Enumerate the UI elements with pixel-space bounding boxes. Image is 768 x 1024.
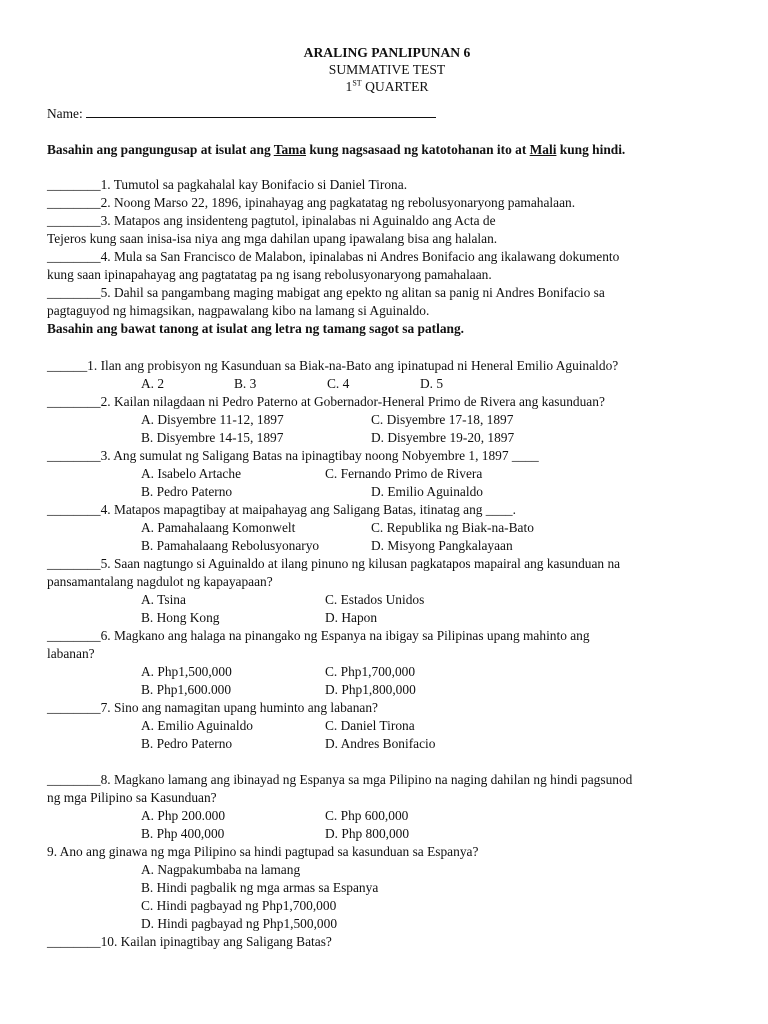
test-title: ARALING PANLIPUNAN 6: [303, 45, 471, 60]
question-text-cont: labanan?: [47, 646, 95, 661]
choice-c: C. 4: [327, 376, 350, 391]
quarter-word: QUARTER: [365, 79, 429, 94]
question-text: 9. Ano ang ginawa ng mga Pilipino sa hindi pagtupad sa kasunduan sa Espanya?: [47, 844, 479, 859]
choice-b: B. Pamahalaang Rebolusyonaryo: [141, 538, 320, 553]
name-row: [47, 104, 727, 123]
choices-row: [47, 411, 727, 429]
question-2: [47, 393, 727, 447]
choice-a: A. Php 200.000: [141, 808, 226, 823]
question-text: ________7. Sino ang namagitan upang huminto ang labanan?: [47, 700, 378, 715]
tf-item-5-cont: pagtaguyod ng himagsikan, nagpawalang kibo na lamang si Aguinaldo.: [47, 303, 430, 318]
choices-row: [47, 681, 727, 699]
question-text: ________8. Magkano lamang ang ibinayad ng Espanya sa mga Pilipino na naging dahilan ng hindi pagsunod: [47, 772, 633, 787]
choice-c: C. Fernando Primo de Rivera: [325, 466, 483, 481]
choice-d: D. Andres Bonifacio: [325, 736, 436, 751]
tama-word: Tama: [273, 142, 307, 157]
name-field[interactable]: [86, 104, 436, 118]
question-text: ________6. Magkano ang halaga na pinangako ng Espanya na ibigay sa Pilipinas upang mahinto ang: [47, 628, 590, 643]
choice-b: B. Php1,600.000: [141, 682, 232, 697]
choice-b: B. Hindi pagbalik ng mga armas sa Espanya: [141, 880, 379, 895]
part2-instruction: Basahin ang bawat tanong at isulat ang letra ng tamang sagot sa patlang.: [47, 321, 465, 336]
question-6: [47, 627, 727, 699]
choice-d: D. Php1,800,000: [325, 682, 416, 697]
choice-a: A. Disyembre 11-12, 1897: [141, 412, 284, 427]
mali-word: Mali: [529, 142, 557, 157]
tf-item-4-cont: kung saan ipinapahayag ang pagtatatag pa ng isang rebolusyonaryong pamahalaan.: [47, 267, 492, 282]
choice-a: A. Nagpakumbaba na lamang: [141, 862, 301, 877]
name-label: Name:: [47, 106, 83, 121]
choice-c: C. Disyembre 17-18, 1897: [371, 412, 514, 427]
question-10: [47, 933, 727, 951]
choice-b: B. Disyembre 14-15, 1897: [141, 430, 284, 445]
question-3: [47, 447, 727, 501]
choice-d: D. Emilio Aguinaldo: [371, 484, 483, 499]
choice-d: D. Hindi pagbayad ng Php1,500,000: [141, 916, 338, 931]
tf-item-3: ________3. Matapos ang insidenteng pagtutol, ipinalabas ni Aguinaldo ang Acta de: [47, 213, 496, 228]
choices-row: [47, 735, 727, 753]
choices-row: [47, 429, 727, 447]
choice-d: D. Disyembre 19-20, 1897: [371, 430, 515, 445]
choices-row: [47, 825, 727, 843]
choices-row: [47, 483, 727, 501]
test-subtitle: SUMMATIVE TEST: [328, 62, 446, 77]
choice-a: A. Tsina: [141, 592, 186, 607]
quarter-number: 1: [345, 79, 353, 94]
test-page: [47, 44, 727, 951]
choice-b: B. Hong Kong: [141, 610, 220, 625]
choice-d: D. 5: [420, 376, 444, 391]
choice-a: A. Emilio Aguinaldo: [141, 718, 253, 733]
choice-c: C. Estados Unidos: [325, 592, 425, 607]
question-text: ______1. Ilan ang probisyon ng Kasunduan sa Biak-na-Bato ang ipinatupad ni Heneral Emilio Aguinaldo?: [47, 358, 619, 373]
choice-b: B. Pedro Paterno: [141, 484, 233, 499]
choice-d: D. Php 800,000: [325, 826, 410, 841]
choice-a: A. Isabelo Artache: [141, 466, 242, 481]
choice-b: B. Php 400,000: [141, 826, 225, 841]
question-7: [47, 699, 727, 753]
choice-d: D. Misyong Pangkalayaan: [371, 538, 513, 553]
choice-c: C. Hindi pagbayad ng Php1,700,000: [141, 898, 337, 913]
tf-item-2: ________2. Noong Marso 22, 1896, ipinahayag ang pagkatatag ng rebolusyonaryong pamahalaan.: [47, 195, 576, 210]
choices-row: [47, 537, 727, 555]
question-text-cont: ng mga Pilipino sa Kasunduan?: [47, 790, 217, 805]
choice-c: C. Php1,700,000: [325, 664, 416, 679]
question-text: ________5. Saan nagtungo si Aguinaldo at ilang pinuno ng kilusan pagkatapos mapairal ang kasunduan na: [47, 556, 621, 571]
question-text-cont: pansamantalang nagdulot ng kapayapaan?: [47, 574, 273, 589]
question-text: ________10. Kailan ipinagtibay ang Saligang Batas?: [47, 934, 332, 949]
question-5: [47, 555, 727, 627]
question-text: ________4. Matapos mapagtibay at maipahayag ang Saligang Batas, itinatag ang ____.: [47, 502, 516, 517]
question-text: ________3. Ang sumulat ng Saligang Batas na ipinagtibay noong Nobyembre 1, 1897 ____: [47, 448, 539, 463]
part1-instruction: [47, 141, 727, 159]
choices-row: [47, 375, 727, 393]
choice-b: B. Pedro Paterno: [141, 736, 233, 751]
choices-row: [47, 717, 727, 735]
instruction-text: kung hindi.: [556, 142, 626, 157]
choice-a: A. 2: [141, 376, 165, 391]
choices-row: [47, 807, 727, 825]
choice-a: A. Pamahalaang Komonwelt: [141, 520, 296, 535]
choice-c: C. Php 600,000: [325, 808, 409, 823]
instruction-text: kung nagsasaad ng katotohanan ito at: [306, 142, 530, 157]
choice-d: D. Hapon: [325, 610, 378, 625]
question-8: [47, 771, 727, 843]
quarter-superscript: ST: [352, 78, 362, 88]
part1-items: [47, 176, 727, 320]
choices-row: [47, 591, 727, 609]
tf-item-5: ________5. Dahil sa pangambang maging mabigat ang epekto ng alitan sa panig ni Andres Bonifacio sa: [47, 285, 605, 300]
choices-row: [47, 465, 727, 483]
choice-c: C. Daniel Tirona: [325, 718, 415, 733]
question-text: ________2. Kailan nilagdaan ni Pedro Paterno at Gobernador-Heneral Primo de Rivera ang kasunduan?: [47, 394, 605, 409]
question-9: [47, 843, 727, 933]
tf-item-4: ________4. Mula sa San Francisco de Malabon, ipinalabas ni Andres Bonifacio ang ikalawang dokumento: [47, 249, 620, 264]
question-4: [47, 501, 727, 555]
choice-b: B. 3: [234, 376, 257, 391]
choices-row: [47, 663, 727, 681]
tf-item-1: ________1. Tumutol sa pagkahalal kay Bonifacio si Daniel Tirona.: [47, 177, 408, 192]
choices-row: [47, 519, 727, 537]
choice-a: A. Php1,500,000: [141, 664, 232, 679]
instruction-text: Basahin ang pangungusap at isulat ang: [47, 142, 274, 157]
choice-c: C. Republika ng Biak-na-Bato: [371, 520, 534, 535]
question-1: [47, 357, 727, 393]
test-quarter: [47, 78, 727, 95]
tf-item-3-cont: Tejeros kung saan inisa-isa niya ang mga dahilan upang ipawalang bisa ang halalan.: [47, 231, 498, 246]
choices-row: [47, 609, 727, 627]
